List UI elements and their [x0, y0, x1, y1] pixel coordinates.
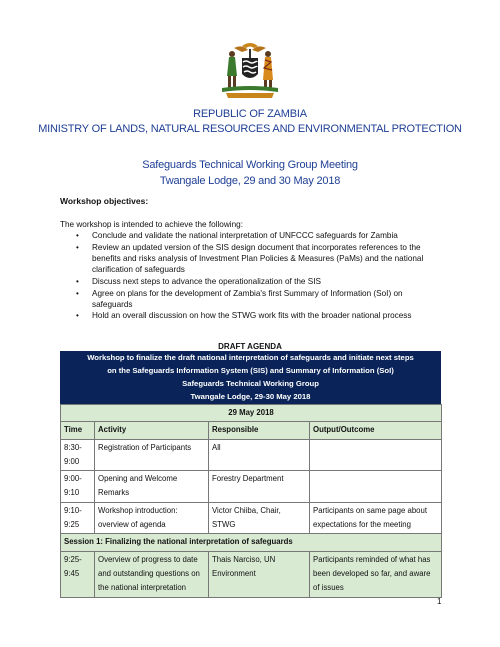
col-outcome: Output/Outcome: [310, 422, 442, 439]
banner-line: on the Safeguards Information System (SIS) and Summary of Information (SoI): [107, 366, 394, 375]
page-number: 1: [437, 597, 442, 606]
meeting-title: Safeguards Technical Working Group Meeting: [142, 159, 358, 171]
cell-outcome: [310, 471, 442, 503]
cell-time: 8:30-9:00: [61, 439, 95, 471]
day-row: [61, 405, 442, 422]
cell-time: 9:00-9:10: [61, 471, 95, 503]
cell-responsible: All: [209, 439, 310, 471]
table-row: [61, 502, 442, 534]
cell-time: 9:10-9:25: [61, 502, 95, 534]
banner-line: Workshop to finalize the draft national interpretation of safeguards and initiate next steps: [87, 353, 414, 362]
objectives-intro: The workshop is intended to achieve the following:: [60, 220, 243, 229]
table-row: [61, 439, 442, 471]
day-label: 29 May 2018: [61, 405, 442, 422]
banner-line: Twangale Lodge, 29-30 May 2018: [190, 392, 311, 401]
agenda-banner: [60, 351, 441, 404]
objective-item: • Hold an overall discussion on how the STWG work fits with the broader national process: [60, 310, 440, 321]
cell-activity: Registration of Participants: [95, 439, 209, 471]
cell-outcome: Participants on same page about expectations for the meeting: [310, 502, 442, 534]
meeting-venue: Twangale Lodge, 29 and 30 May 2018: [159, 175, 341, 187]
header-row: [61, 422, 442, 439]
agenda-table: [60, 404, 442, 598]
republic-title: REPUBLIC OF ZAMBIA: [193, 108, 307, 120]
objective-item: • Review an updated version of the SIS design document that incorporates references to the benefits and risks analysis of Investment Plan Policies & Measures (PaMs) and the national clarification of safeguards: [60, 242, 440, 276]
objective-item: • Agree on plans for the development of Zambia's first Summary of Information (SoI) on safeguards: [60, 288, 440, 310]
objective-item: • Conclude and validate the national interpretation of UNFCCC safeguards for Zambia: [60, 230, 440, 241]
session-row: [61, 534, 442, 551]
cell-activity: Overview of progress to date and outstanding questions on the national interpretation: [95, 551, 209, 597]
objectives-heading: Workshop objectives:: [60, 196, 149, 206]
col-activity: Activity: [95, 422, 209, 439]
cell-outcome: [310, 439, 442, 471]
cell-activity: Opening and Welcome Remarks: [95, 471, 209, 503]
session-label: Session 1: Finalizing the national interpretation of safeguards: [61, 534, 442, 551]
cell-activity: Workshop introduction: overview of agenda: [95, 502, 209, 534]
table-row: [61, 471, 442, 503]
col-time: Time: [61, 422, 95, 439]
draft-agenda-label: DRAFT AGENDA: [218, 342, 282, 351]
cell-responsible: Victor Chiiba, Chair, STWG: [209, 502, 310, 534]
objectives-list: [60, 230, 440, 322]
cell-outcome: Participants reminded of what has been developed so far, and aware of issues: [310, 551, 442, 597]
cell-time: 9:25-9:45: [61, 551, 95, 597]
ministry-title: MINISTRY OF LANDS, NATURAL RESOURCES AND ENVIRONMENTAL PROTECTION: [38, 123, 462, 135]
cell-responsible: Thais Narciso, UN Environment: [209, 551, 310, 597]
table-row: [61, 551, 442, 597]
cell-responsible: Forestry Department: [209, 471, 310, 503]
col-responsible: Responsible: [209, 422, 310, 439]
objective-item: • Discuss next steps to advance the operationalization of the SIS: [60, 276, 440, 287]
zambia-coat-of-arms-icon: [212, 40, 288, 100]
banner-line: Safeguards Technical Working Group: [182, 379, 319, 388]
